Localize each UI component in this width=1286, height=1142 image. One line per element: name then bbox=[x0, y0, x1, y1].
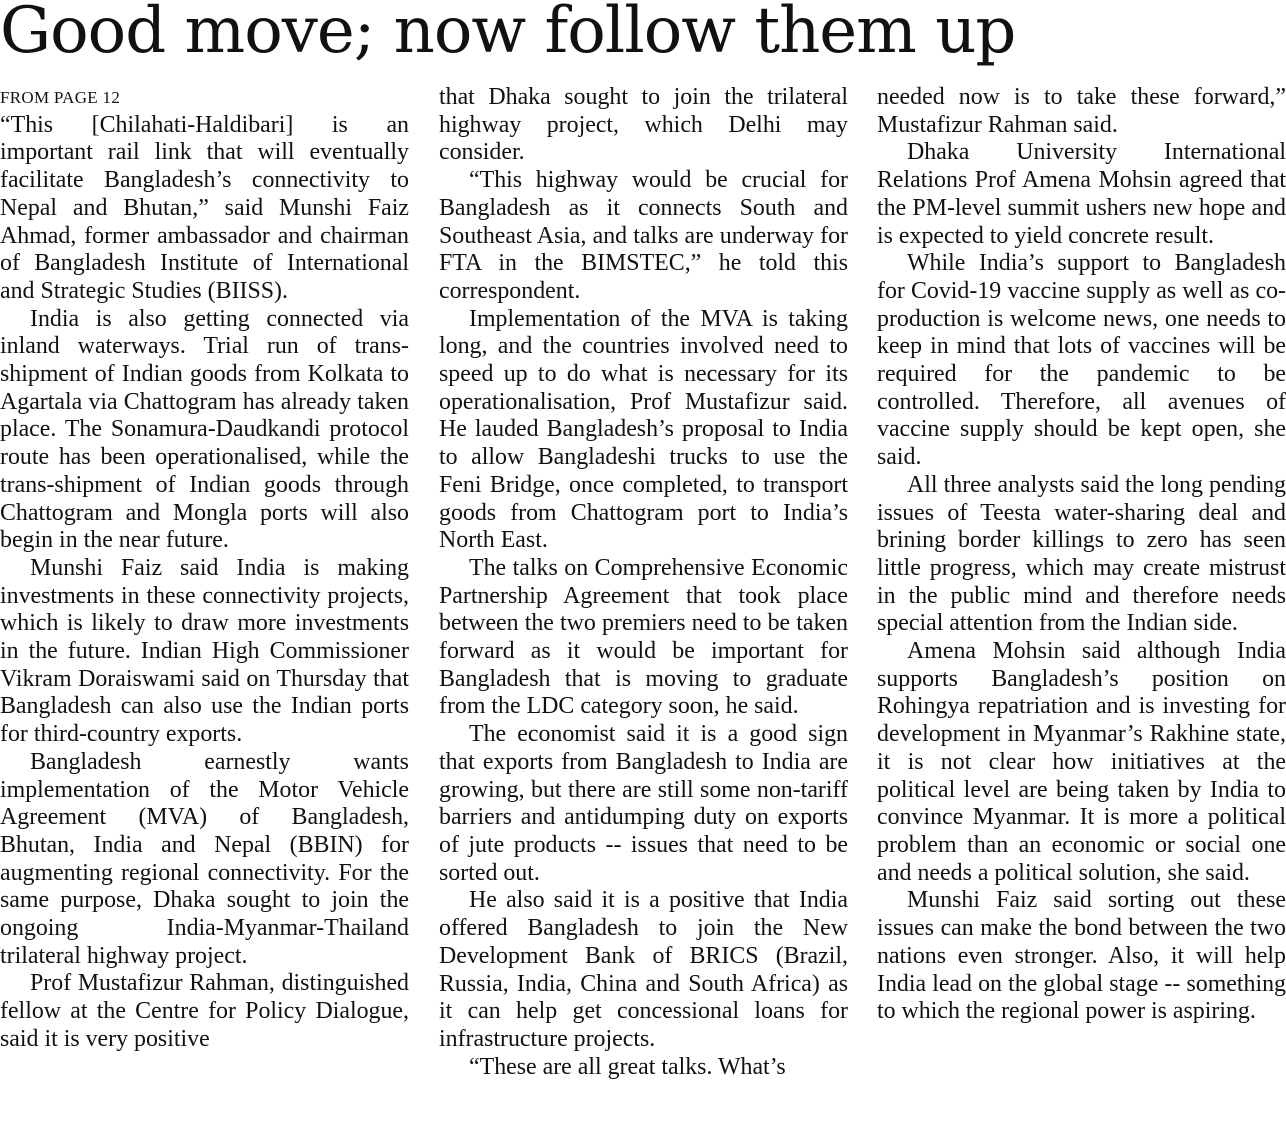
paragraph: Dhaka University International Relations Prof Amena Mohsin agreed that the PM-level summit ushers new hope and is expected to yield concrete result. bbox=[877, 139, 1286, 249]
paragraph: The economist said it is a good sign that exports from Bangladesh to India are growing, but there are still some non-tariff barriers and antidumping duty on exports of jute products -- issues that need to be sorted out. bbox=[439, 721, 848, 886]
paragraph: Bangladesh earnestly wants implementation of the Motor Vehicle Agreement (MVA) of Bangladesh, Bhutan, India and Nepal (BBIN) for augmenting regional connectivity. For the same purpose, Dhaka sought to join the ongoing India-Myanmar-Thailand trilateral highway project. bbox=[0, 748, 409, 969]
paragraph: “These are all great talks. What’s bbox=[469, 1053, 786, 1080]
paragraph: Munshi Faiz said India is making investments in these connectivity projects, which is likely to draw more investments in the future. Indian High Commissioner Vikram Doraiswami said on Thursday that Bangladesh can also use the Indian ports for third-country exports. bbox=[0, 554, 409, 748]
paragraph: Implementation of the MVA is taking long, and the countries involved need to speed up to do what is necessary for its operationalisation, Prof Mustafizur said. He lauded Bangladesh’s proposal to India to allow Bangladeshi trucks to use the Feni Bridge, once completed, to transport goods from Chattogram port to India’s North East. bbox=[439, 305, 848, 554]
paragraph: While India’s support to Bangladesh for Covid-19 vaccine supply as well as co-production is welcome news, one needs to keep in mind that lots of vaccines will be required for the pandemic to be controlled. Therefore, all avenues of vaccine supply should be kept open, she said. bbox=[877, 250, 1286, 471]
paragraph: needed now is to take these forward,” Mustafizur Rahman said. bbox=[877, 84, 1286, 138]
paragraph: that Dhaka sought to join the trilateral highway project, which Delhi may consider. bbox=[439, 84, 848, 166]
continued-from-label: FROM PAGE 12 bbox=[0, 88, 121, 107]
paragraph: The talks on Comprehensive Economic Partnership Agreement that took place between the two premiers need to be taken forward as it would be important for Bangladesh that is moving to graduate from the LDC category soon, he said. bbox=[439, 554, 848, 720]
paragraph: Prof Mustafizur Rahman, distinguished fellow at the Centre for Policy Dialogue, said it is very positive bbox=[0, 970, 409, 1052]
paragraph: Munshi Faiz said sorting out these issues can make the bond between the two nations even stronger. Also, it will help India lead on the global stage -- something to which the regional power is aspiring. bbox=[877, 887, 1286, 1025]
article-column-1 bbox=[0, 84, 409, 1140]
paragraph: All three analysts said the long pending issues of Teesta water-sharing deal and brining border killings to zero has seen little progress, which may create mistrust in the public mind and therefore needs special attention from the Indian side. bbox=[877, 471, 1286, 637]
paragraph: He also said it is a positive that India offered Bangladesh to join the New Development Bank of BRICS (Brazil, Russia, India, China and South Africa) as it can help get concessional loans for infrastructure projects. bbox=[439, 887, 848, 1052]
headline: Good move; now follow them up bbox=[0, 0, 1016, 68]
paragraph: India is also getting connected via inland waterways. Trial run of trans-shipment of Indian goods from Kolkata to Agartala via Chattogram has already taken place. The Sonamura-Daudkandi protocol route has been operationalised, while the trans-shipment of Indian goods through Chattogram and Mongla ports will also begin in the near future. bbox=[0, 305, 409, 554]
paragraph: “This highway would be crucial for Bangladesh as it connects South and Southeast Asia, and talks are underway for FTA in the BIMSTEC,” he told this correspondent. bbox=[439, 167, 848, 304]
paragraph: “This [Chilahati-Haldibari] is an important rail link that will eventually facilitate Bangladesh’s connectivity to Nepal and Bhutan,” said Munshi Faiz Ahmad, former ambassador and chairman of Bangladesh Institute of International and Strategic Studies (BIISS). bbox=[0, 111, 409, 304]
article-column-3 bbox=[877, 84, 1286, 1140]
article-column-2 bbox=[439, 84, 848, 1140]
paragraph: Amena Mohsin said although India supports Bangladesh’s position on Rohingya repatriation and is investing for development in Myanmar’s Rakhine state, it is not clear how initiatives at the political level are being taken by India to convince Myanmar. It is more a political problem than an economic or social one and needs a political solution, she said. bbox=[877, 638, 1286, 886]
